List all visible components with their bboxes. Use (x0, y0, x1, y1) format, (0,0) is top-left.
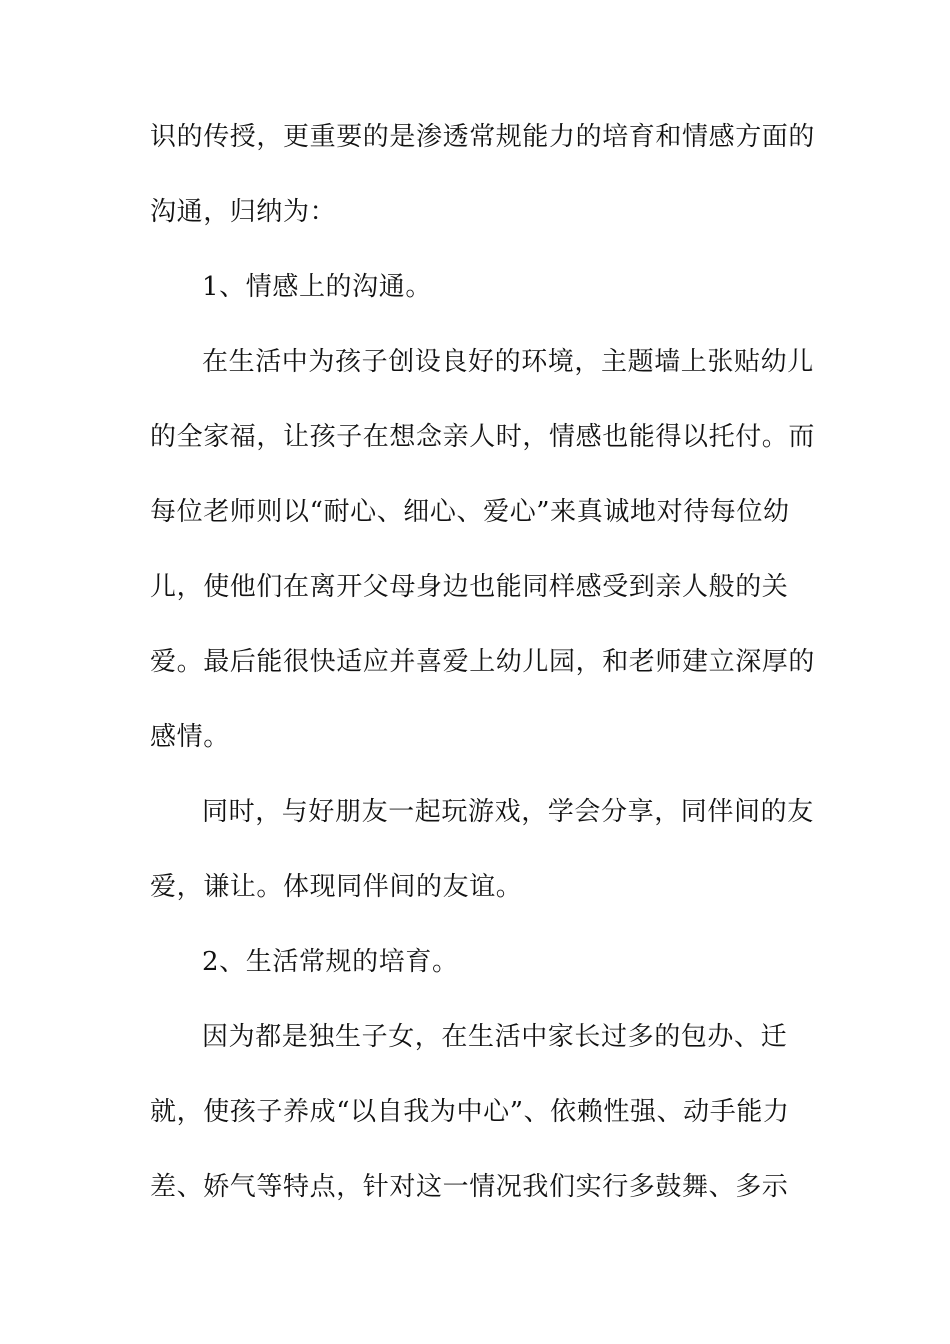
text-line: 同时，与好朋友一起玩游戏，学会分享，同伴间的友 (202, 797, 814, 827)
document-body (150, 122, 816, 1249)
text-line: 的全家福，让孩子在想念亲人时，情感也能得以托付。而 (150, 422, 816, 452)
text-line: 爱。最后能很快适应并喜爱上幼儿园，和老师建立深厚的 (150, 647, 816, 677)
text-line: 感情。 (150, 722, 230, 752)
text-line: 因为都是独生子女，在生活中家长过多的包办、迁 (202, 1022, 788, 1052)
text-line: 沟通，归纳为： (150, 197, 337, 227)
section-heading: 2、生活常规的培育。 (202, 947, 459, 977)
text-line: 就，使孩子养成“以自我为中心”、依赖性强、动手能力 (150, 1097, 790, 1127)
text-line: 儿，使他们在离开父母身边也能同样感受到亲人般的关 (150, 572, 789, 602)
text-line: 每位老师则以“耐心、细心、爱心”来真诚地对待每位幼 (150, 497, 790, 527)
text-line: 识的传授，更重要的是渗透常规能力的培育和情感方面的 (150, 122, 816, 152)
text-line: 差、娇气等特点，针对这一情况我们实行多鼓舞、多示 (150, 1172, 789, 1202)
text-line: 在生活中为孩子创设良好的环境，主题墙上张贴幼儿 (202, 347, 814, 377)
text-line: 爱，谦让。体现同伴间的友谊。 (150, 872, 523, 902)
section-heading: 1、情感上的沟通。 (202, 272, 432, 302)
